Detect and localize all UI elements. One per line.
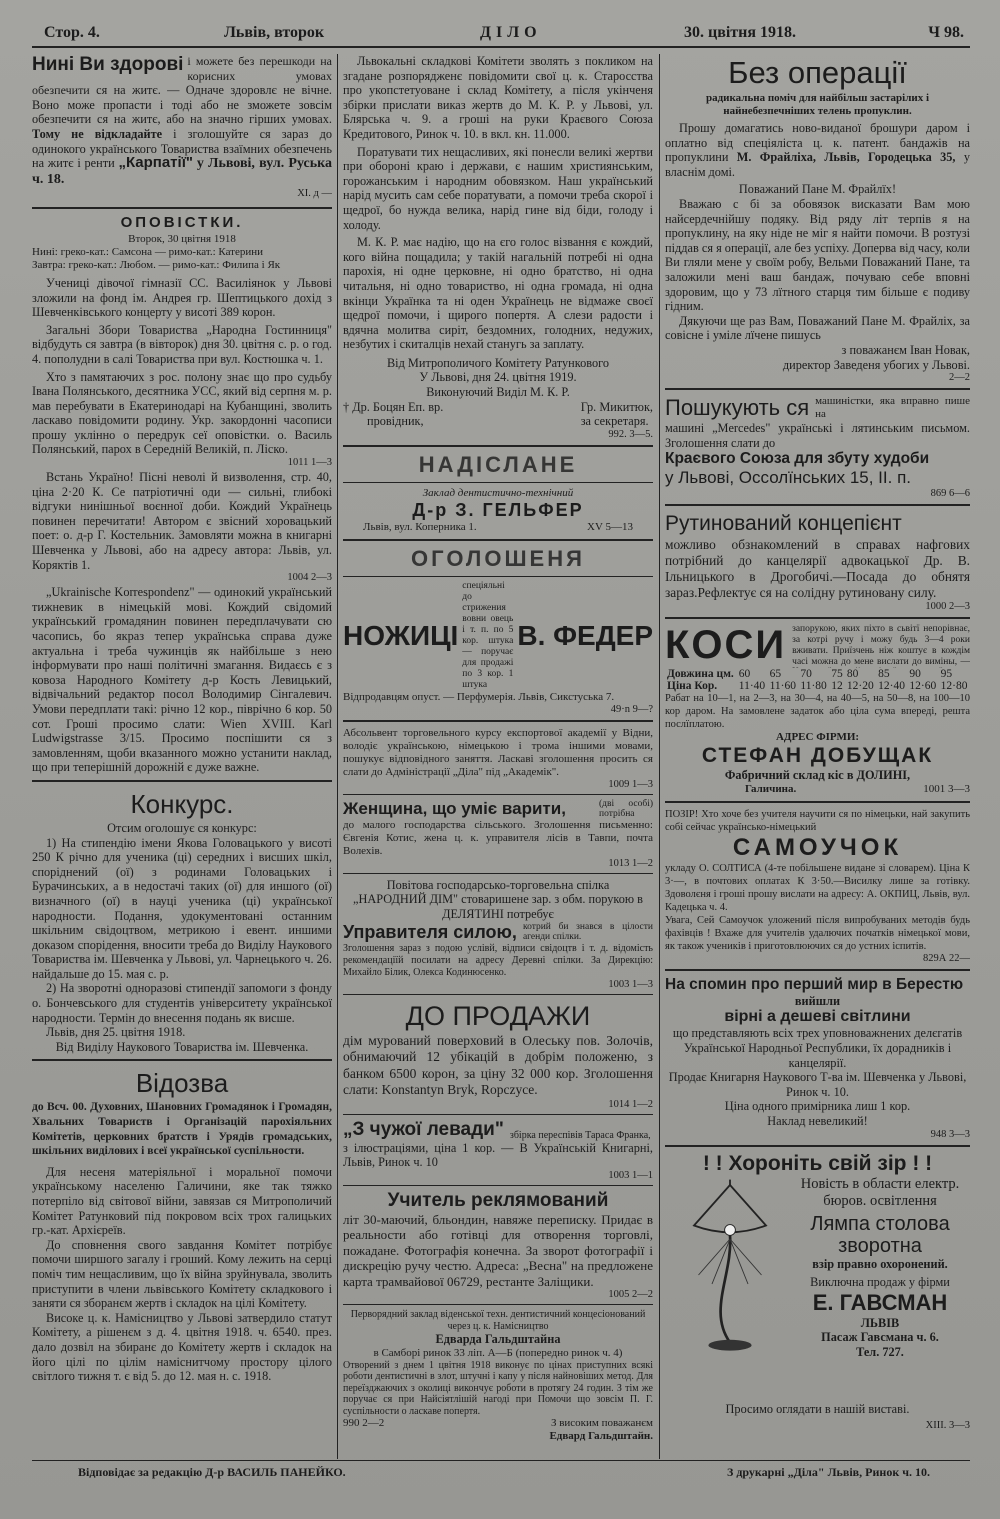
lamp-exclusive: Виключна продаж у фірми [810, 1275, 950, 1290]
table-row: Ціна Кор. 11·40 11·60 11·80 12 12·20 12·40 12·60 12·80 [667, 680, 968, 693]
insurance-company: „Карпатії" [118, 154, 194, 172]
vidozva-2: До сповнення свого завдання Комітет потрібує помочи ширшого загалу і гроший. Кому лежить на серці поміч тим нещасливим, що їх війна зруйнувала, зволить приступити в члени львівського Комітету складкового і заняти ся зборанєм жертв і складок на цілі Комітету. [32, 1237, 332, 1311]
no-surgery-thanks: Дякуючи ще раз Вам, Поважаний Пане М. Фрайліх, за совісне і уміле лїчене пишусь [665, 313, 970, 343]
vidozva-heading: Відозва [135, 1068, 229, 1099]
konkurs-heading: Конкурс. [130, 788, 234, 819]
scythes-text: запорукою, яких піхто в сьвітї непорівнає, за котрі ручу і можу будь 3—4 роки вживати. Приїзчень ніж коштує в кождім часі можна до мене вислати до вимiны, — [792, 624, 970, 667]
konkurs-signature: Від Виділу Наукового Товариства ім. Шевченка. [55, 1039, 309, 1054]
appeal-committee: Виконуючий Виділ М. К. Р. [426, 385, 570, 400]
notice-4: Встань Україно! Пісні неволі й визволення, стр. 40, ціна 2·20 К. Се патріотичні оди — сильні, глибокі відгуки нинішньої воєнної доби. Кождий Українець повинен перечитати! Автором є звісний хоровацький поет: о. д-р Г. Костельник. Замовляти можна в книгарні Шевченка у Львові, або на адресу автора: Львів, ул. Коряктів 1. [32, 470, 332, 572]
vidozva-1: Для несеня матеріяльної і моральної помочи українському населеню Галичини, яке так тяжко потерпіло від світової війни, завязав ся Митрополичий Комітет Ратунковий під покровом всіх трох галицьких гр.-кат. Архієреїв. [32, 1164, 332, 1238]
length-label: Довжина цм. [667, 668, 734, 681]
price-label: Ціна Кор. [667, 680, 718, 693]
lamp-illustration [675, 1176, 785, 1356]
dentist-sign-1: З високим поважанєм [550, 1417, 653, 1430]
spilka-text: Зголошення зараз з подою услівй, відписи свідоцтв і т. д. відомість рекомендаціїй посилати на адресу Деревні спілки. За Дирекцію: Михайло Білик, Олекса Кодинюсенко. [343, 942, 653, 978]
column-divider-1 [337, 54, 338, 1459]
book-text: з ілюстраціями, ціна 1 кор. — В Українській Книгарні, Львів, Ринок ч. 10 [343, 1140, 653, 1170]
issue-number: Ч 98. [928, 24, 964, 41]
appeal-cont-1: Львокальні складкові Комітети зволять з покликом на згадане розпорядженє повідомити свої ц. к. Старосства про укопстетуоване і склад Комітету, а після укінченя збірки прислати виказ жертв до М. К. Р. у Львові, ул. Блярська ч. 9. а гроші на руки Краєвого Союза Кредитового, Ринок ч. 10. в вкл. кн. 11.000. [343, 54, 653, 141]
feder-line: Відпродавцям опуст. — Перфумерія. Львів, Сикстуська 7. [343, 690, 615, 703]
notice-1: Учениці дівочої гімназії СС. Василіянок у Львові зложили на фонд ім. Андрея гр. Шептицького дохід з Шевченківського концерту у висоті 389 корон. [32, 275, 332, 320]
concipient-headline: Рутинований концепієнт [665, 512, 902, 536]
issue-date: 30. цвітня 1918. [684, 24, 797, 41]
spilka-line-2: „НАРОДНИЙ ДІМ" стоваришене зар. з обм. порукою в ДЕЛЯТИНІ потребує [353, 892, 643, 922]
peace-sold: Продає Книгарня Наукового Т-ва ім. Шевченка у Львові, Ринок ч. 10. [668, 1070, 967, 1099]
no-surgery-name: М. Фрайліха, Львів, Городецька 35, [736, 150, 956, 165]
insurance-body-2: і зголошуйте ся зараз до одинокого українського Товариства взаїмних обезпечень на житє і ренти [32, 126, 332, 171]
dentist-sign-2: Едвард Гальдштайн. [549, 1430, 653, 1443]
insurance-body: ся на житє. — Одначе здоровлє не вічне. Воно може пропасти і тоді або не зможете зовсім обезпечити ся на житє, або на значно гірших умовах. [32, 83, 332, 127]
dentist-text: Отворений з днем 1 цвітня 1918 виконує по цінах приступних всякі роботи дентистичні в злот, штучні і капу у після найновіших метод. Для переїзджаючих з околиці викончує роботи в протягу 24 годин. З тім же поручає ся при Найсіятлішій нагоді при Помочи що зовсім П. Г. суспільности о ласкаве попертя. [343, 1359, 653, 1417]
typist-headline: Пошукують ся [665, 395, 810, 421]
self-teacher-text-2: Увага, Сей Самоучок уложений після випробуваних методів будь фахівців ! Вхаже для учителів удалючих початків німецької мови, як також учеників і приготовлюючих ся до устних іспитів. [665, 914, 970, 952]
no-surgery-sign-2: директор Заведеня убогих у Львові. [782, 357, 970, 372]
for-sale-heading: ДО ПРОДАЖИ [405, 1000, 591, 1031]
typist-rest: машиністки, яка вправно пише на [815, 395, 970, 421]
no-surgery-letter: Вважаю с бі за обовязок висказати Вам мою найсердечнійшу подяку. Від ряду літ терпів я на пропуклину, на яку ніде не міг я найти помочи. В розтузі піддав ся я операції, але без успіху. Доперва від часу, коли Ви гляли мене у своїм робу, Вельми Поважаний Пане, та заложили мені ваш бандаж, почуваю себе вповні здоровим, що у 73 лїтного старця тим більше є подиву гідним. [665, 196, 970, 314]
nadislane-heading: НАДІСЛАНЕ [418, 451, 578, 477]
lamp-passage: Пасаж Гавсмана ч. 6. [821, 1330, 939, 1345]
column-divider-2 [659, 54, 660, 1459]
scythes-headline: КОСИ [665, 623, 787, 668]
lamp-firm: Е. ГАВСМАН [812, 1289, 948, 1315]
shears-title: НОЖИЦІ [343, 619, 459, 651]
dentist-address: в Самборі ринок 33 ліп. А—Б (попередно ринок ч. 4) [373, 1346, 623, 1359]
shears-ad [343, 581, 653, 691]
woman-cook-headline: Женщина, що уміє варити, [343, 798, 566, 818]
konkurs-intro: Отсим оголошує ся конкурс: [107, 820, 257, 835]
no-surgery-text: Прошу домагатись ново-виданої брошури даром і оплатно від спеціяліста ц. к. патент. бандажів на пропуклини [665, 121, 970, 165]
peace-code: 948 3—3 [930, 1128, 970, 1140]
notices-today: Нині: греко-кат.: Самсона — римо-кат.: Катерини [32, 245, 264, 258]
appeal-from: Від Митрополичого Комітету Ратункового [386, 355, 609, 370]
concipient-text: можливо обзнакомлений в справах нафгових потрібний до канцелярії адвокацької Др. В. Ільницького в Дрогобичі.—Посада до обнятя зараз.Рефлектує ся на солідну рутиновану силу. [665, 537, 970, 601]
lamp-name: Лямпа столова зворотна [810, 1212, 950, 1257]
signature-2-role: за секретаря. [580, 414, 649, 429]
notices-tomorrow: Завтра: греко-кат.: Любом. — римо-кат.: Филипа і Як [32, 258, 281, 271]
firm-name: СТЕФАН ДОБУЩАК [701, 744, 934, 768]
appeal-cont-3: М. К. Р. має надію, що на єго голос візвання є кождий, кого війна пощадила; у такій нагальній потребі ні одна парохія, ні одне церковне, ні одно братство, ні одна читальня, ні одно товариство, ні одна громада, ні одна вкінци Українка та ні оден Українець не відмаже своєї щедрої помочи, і щирого попертя. А слези радости і вдячна молитва сиріт, бездомних, голодних, недужих, незбутих і скиталців нехай станугь за заплату. [343, 235, 653, 352]
column-3 [665, 54, 970, 1459]
column-2 [343, 54, 653, 1459]
lamp-invite: Просимо оглядати в нашій виставі. [725, 1401, 910, 1416]
woman-cook-text: до малого господарства сільського. Зголошення письменно: Євгенія Котис, жена ц. к. управителя лісів в Тавпи, почта Волехів. [343, 818, 653, 857]
no-surgery-sign-1: з поважанєм Іван Новак, [841, 342, 970, 357]
absolvent-code: 1009 1—3 [608, 778, 653, 790]
insurance-address: у Львові, вул. Руська ч. 18. [32, 156, 332, 187]
footer-rule [32, 1460, 970, 1461]
self-teacher-title: САМОУЧОК [732, 833, 903, 861]
appeal-cont-2: Поратувати тих нещасливих, які понесли великі жертви при обороні краю і держави, є нашим християнським, горожанським і народним обовязком. Наш український нарід мусить сам себе поратувати, а помочи треба скорої і щедрої, бо нужда велика, нарід гине від біди, голоду і холоду. [343, 144, 653, 232]
no-surgery-heading: Без операції [728, 55, 907, 90]
vidozva-3: Високе ц. к. Намісництво у Львові затвердило статут Комітету, а рішенєм з д. 4. цвітня 1918. ч. 6540. през. дало дозвіл на збиранє до Комітету жертв і складок на його цілі по цілім наміснитчому простору цілого світлого тижня т. є від 5. до 12. мая н. с. 1918. [32, 1310, 332, 1384]
lamp-novelty: Новість в области електр. бюров. освітлення [800, 1175, 960, 1209]
vidozva-address: до Всч. 00. Духовних, Шановних Громадянок і Громадян, Хвальних Товариств і Організацій парохіяльних Комітетів, церковних братств і Урядів громадських, шкільних виділових і всеї української суспільности. [32, 1101, 332, 1158]
notice-5: „Ukrainische Korrespondenz" — одинокий український тижневик в німецькій мові. Кождий свідомий український громадянин повинен передплачувати сю часопись, бо якраз тепер українська справа дуже актуальна і треба чужинців як найбільше з нею інформувати про наші політичні змагання. Видаєсь є з ковоза Народного Комітету д-р Кость Левицький, відвічальний редактор посол Володимир Сінгалевич. Умови передплати такі: річно 12 кор., піврічно 6 кор. 50 сот. Гроші просимо слати: Wien XVIII. Karl Ludwigstrasse 3/15. Просимо поспішити ся з замовленням, щоби вказанного можно устанити наклад, що при теперішній дорожній є дуже важне. [32, 585, 332, 775]
lamp-ad [665, 1176, 970, 1438]
dental-address: Львів, вул. Коперника 1. [363, 520, 477, 533]
teacher-text: літ 30-маючий, бльондин, навяже переписку. Придає в реальности або готівці для отворення торговлі, пожадане. Фотографія конечна. За зворот фотографії і дискрецію ручу честю. Адреса: „Весна" на предложене карта трамвайової 06729, рестанте Заліщики. [343, 1211, 653, 1289]
lamp-patent: взір правно охоронений. [812, 1256, 948, 1271]
peace-edition: Наклад невеликий! [767, 1114, 868, 1129]
self-teacher-intro: ПОЗІР! Хто хоче без учителя научити ся по німецьки, най закупить собі сейчас українсько-німецький [665, 808, 970, 833]
notice-3-code: 1011 1—3 [287, 457, 332, 469]
manager-headline: Управителя силою, [343, 921, 517, 942]
page-number: Стор. 4. [44, 24, 100, 41]
scythes-code: 1001 3—3 [923, 782, 970, 795]
for-sale-text: дім мурований поверховий в Олеську пов. Золочів, обнимаючий 12 убікацій в добрім положеню, з банком 6500 корон, за ціну 32 000 кор. Зголошення слати: Konstantyn Bryk, Ropczyce. [343, 1032, 653, 1098]
insurance-headline-rest: і можете без перешкоди на корисних умовах обезпечити [32, 54, 332, 98]
peace-text: що представляють всіх трех уповноважнених делєгатів Української Народньої Республики, їх дорадників і канцелярії. [672, 1026, 963, 1070]
spilka-line-1: Повітова господарсько-торговельна спілка [386, 877, 610, 892]
column-1 [32, 54, 332, 1459]
ads-heading: ОГОЛОШЕНЯ [411, 545, 585, 571]
lamp-phone: Тел. 727. [856, 1345, 904, 1359]
peace-price: Ціна одного примірника лиш 1 кор. [724, 1099, 911, 1114]
feder-name: В. ФЕДЕР [517, 619, 653, 651]
no-surgery-sub: радикальна поміч для найбільш застарілих і найнебезпечніших телень пропуклин. [705, 92, 930, 117]
firm-region: Галичина. [745, 782, 797, 795]
footer-printer: З друкарні „Діла" Львів, Ринок ч. 10. [727, 1465, 930, 1479]
feder-code: 49·n 9—? [610, 703, 653, 715]
no-surgery-greeting: Поважаний Пане М. Фрайлїх! [738, 182, 897, 197]
header-rule [32, 46, 970, 48]
dental-clinic-label: Заклад дентистично-технічний [422, 486, 574, 499]
manager-note: котрий би знався в цілости агенди спілки. [522, 921, 653, 943]
scythes-price-table [665, 668, 970, 692]
firm-warehouse: Фабричний склад кіс в ДОЛИНІ, [724, 768, 911, 783]
insurance-headline: Нині Ви здорові [32, 54, 184, 75]
konkurs-date: Львів, дня 25. цвітня 1918. [46, 1025, 186, 1040]
absolvent-ad: Абсольвент торговельного курсу експортової академії у Відни, володіє українською, німецькою і трома іншими мовами, пошукує відповідного заняття. Ласкаві зголошення просить ся слати до Адміністрації „Діла" під „Академік". [343, 726, 653, 778]
lamp-code: ХІІІ. 3—3 [925, 1419, 970, 1431]
lamp-city: ЛЬВІВ [860, 1315, 900, 1330]
appeal-code: 992. 3—5. [608, 428, 653, 440]
notices-day: Второк, 30 цвітня 1918 [128, 232, 236, 245]
typist-union: Краєвого Союза для збуту худоби [665, 450, 930, 468]
notices-heading: ОПОВІСТКИ. [120, 213, 244, 231]
teacher-headline: Учитель реклямований [387, 1189, 609, 1211]
concipient-code: 1000 2—3 [925, 601, 970, 613]
dentist-name: Едварда Гальдштайна [435, 1332, 561, 1347]
typist-text: машині „Mercedes" українські і лятинським письмом. Зголошення слати до [665, 421, 970, 450]
typist-code: 869 6—6 [930, 488, 970, 500]
book-title: „З чужої левади" [343, 1118, 504, 1140]
scythes-discount: Рабат на 10—1, на 2—3, на 30—4, на 40—5, на 50—8, на 100—10 кор даром. На замовлене задаток або ціла сума впереді, решта послїплатою. [665, 693, 970, 731]
footer-editor: Відповідає за редакцію Д-р ВАСИЛЬ ПАНЕЙКО. [78, 1465, 346, 1479]
notice-2: Загальні Збори Товариства „Народна Гостинниця" відбудуть ся завтра (в вівторок) дня 30. цвітня с. р. о год. 4. пополудни в салі Товариства при вул. Костюшка ч. 1. [32, 322, 332, 366]
lamp-headline: ! ! Хороніть свій зір ! ! [702, 1151, 933, 1175]
appeal-signatures [343, 400, 653, 429]
woman-cook-note: (дві особі) потрібна [599, 798, 653, 819]
notice-4-code: 1004 2—3 [287, 572, 332, 584]
book-note: збірка переспівів Тараса Франка, [509, 1129, 651, 1141]
notice-3: Хто з памятаючих з рос. полону знає що про судьбу Івана Полянського, десятника УСС, який від серпня м. р. мав перебувати в Екатеринодарі на Кубанщині, зволить ласкаво повідомити родину. Укр. закордонні часописи прошу уклінно о передрук сеї оповістки. о. Василь Полянський, парох в Середній Великій, п. Ліско. [32, 369, 332, 457]
insurance-bold: Тому не відкладайте [32, 126, 163, 141]
self-teacher-code: 829А 22— [923, 952, 970, 964]
konkurs-1: 1) На стипендію імени Якова Головацького у висоті 250 К річно для ученика (ці) середних і висших шкіл, споріднений (ої) з родинами Головацьких і Бурачинських, а в недостачі таких (ої) для иншого (ої) визначного (ої) в науці ученика (ці) української народности. Подання, удокументовані останним шкільним свідоцтвом, метрикою і евент. иншими доказом спорідення, вносити треба до Виділу Наукового Товариства ім. Шевченка у Львові, ул. Чарнецького ч. 26. найдальше до 15. мая с. р. [32, 835, 332, 981]
firm-address-label: АДРЕС ФІРМИ: [775, 731, 860, 744]
for-sale-code: 1014 1—2 [608, 1098, 653, 1110]
appeal-date: У Львові, дня 24. цвітня 1919. [419, 370, 577, 385]
peace-photos: вірні а дешеві світлини [724, 1008, 911, 1026]
shears-text: спеціяльні до стрижения вовни овець і т. п. по 5 кор. штука — поручає для продажі по 3 кор. 1 штука [462, 580, 514, 690]
insurance-ad [32, 54, 332, 202]
spilka-code: 1003 1—3 [608, 978, 653, 990]
dentist-intro: Перворядний заклад віденської техн. дентистичний концесіонований через ц. к. Намісництво [350, 1309, 646, 1332]
signature-1: † Др. Боцян Еп. вр. [343, 399, 444, 414]
table-row: Довжина цм. 60 65 70 75 80 85 90 95 [667, 668, 953, 681]
no-surgery-text-2: у власнім домі. [665, 150, 970, 179]
dental-code: XV 5—13 [587, 520, 633, 533]
masthead-title: ДІЛО [480, 24, 542, 41]
dental-doctor: Д-р З. ГЕЛЬФЕР [412, 499, 584, 520]
dentist-code: 990 2—2 [343, 1417, 385, 1430]
no-surgery-code: 2—2 [949, 372, 970, 384]
typist-address: у Львові, Оссолїнських 15, ІІ. п. [665, 468, 912, 488]
signature-1-role: провідник, [367, 414, 424, 429]
city-day: Львів, второк [224, 24, 325, 41]
running-header [44, 24, 964, 46]
peace-out: вийшли [794, 993, 841, 1008]
insurance-code: ХІ. д — [297, 188, 332, 200]
signature-2: Гр. Микитюк, [580, 399, 653, 414]
konkurs-2: 2) На зворотні одноразові стипендії запомоги з фонду о. Бончевського для студентів університету української народности. Термін до внесення подань як висше. [32, 981, 332, 1025]
peace-headline: На спомин про перший мир в Берестю [665, 975, 964, 993]
teacher-code: 1005 2—2 [608, 1289, 653, 1301]
woman-cook-code: 1013 1—2 [608, 857, 653, 869]
self-teacher-text: укладу О. СОЛТИСА (4-те побільшене видане зі словарем). Ціна К 3·—, в почтових оплатах К 3·50.—Висилку лише за готівку. Здоволєня і гроші прошу вислати на адресу: А. ОКПИЦ, Львів, вул. Кадецька ч. 4. [665, 862, 970, 913]
book-code: 1003 1—1 [608, 1169, 653, 1181]
